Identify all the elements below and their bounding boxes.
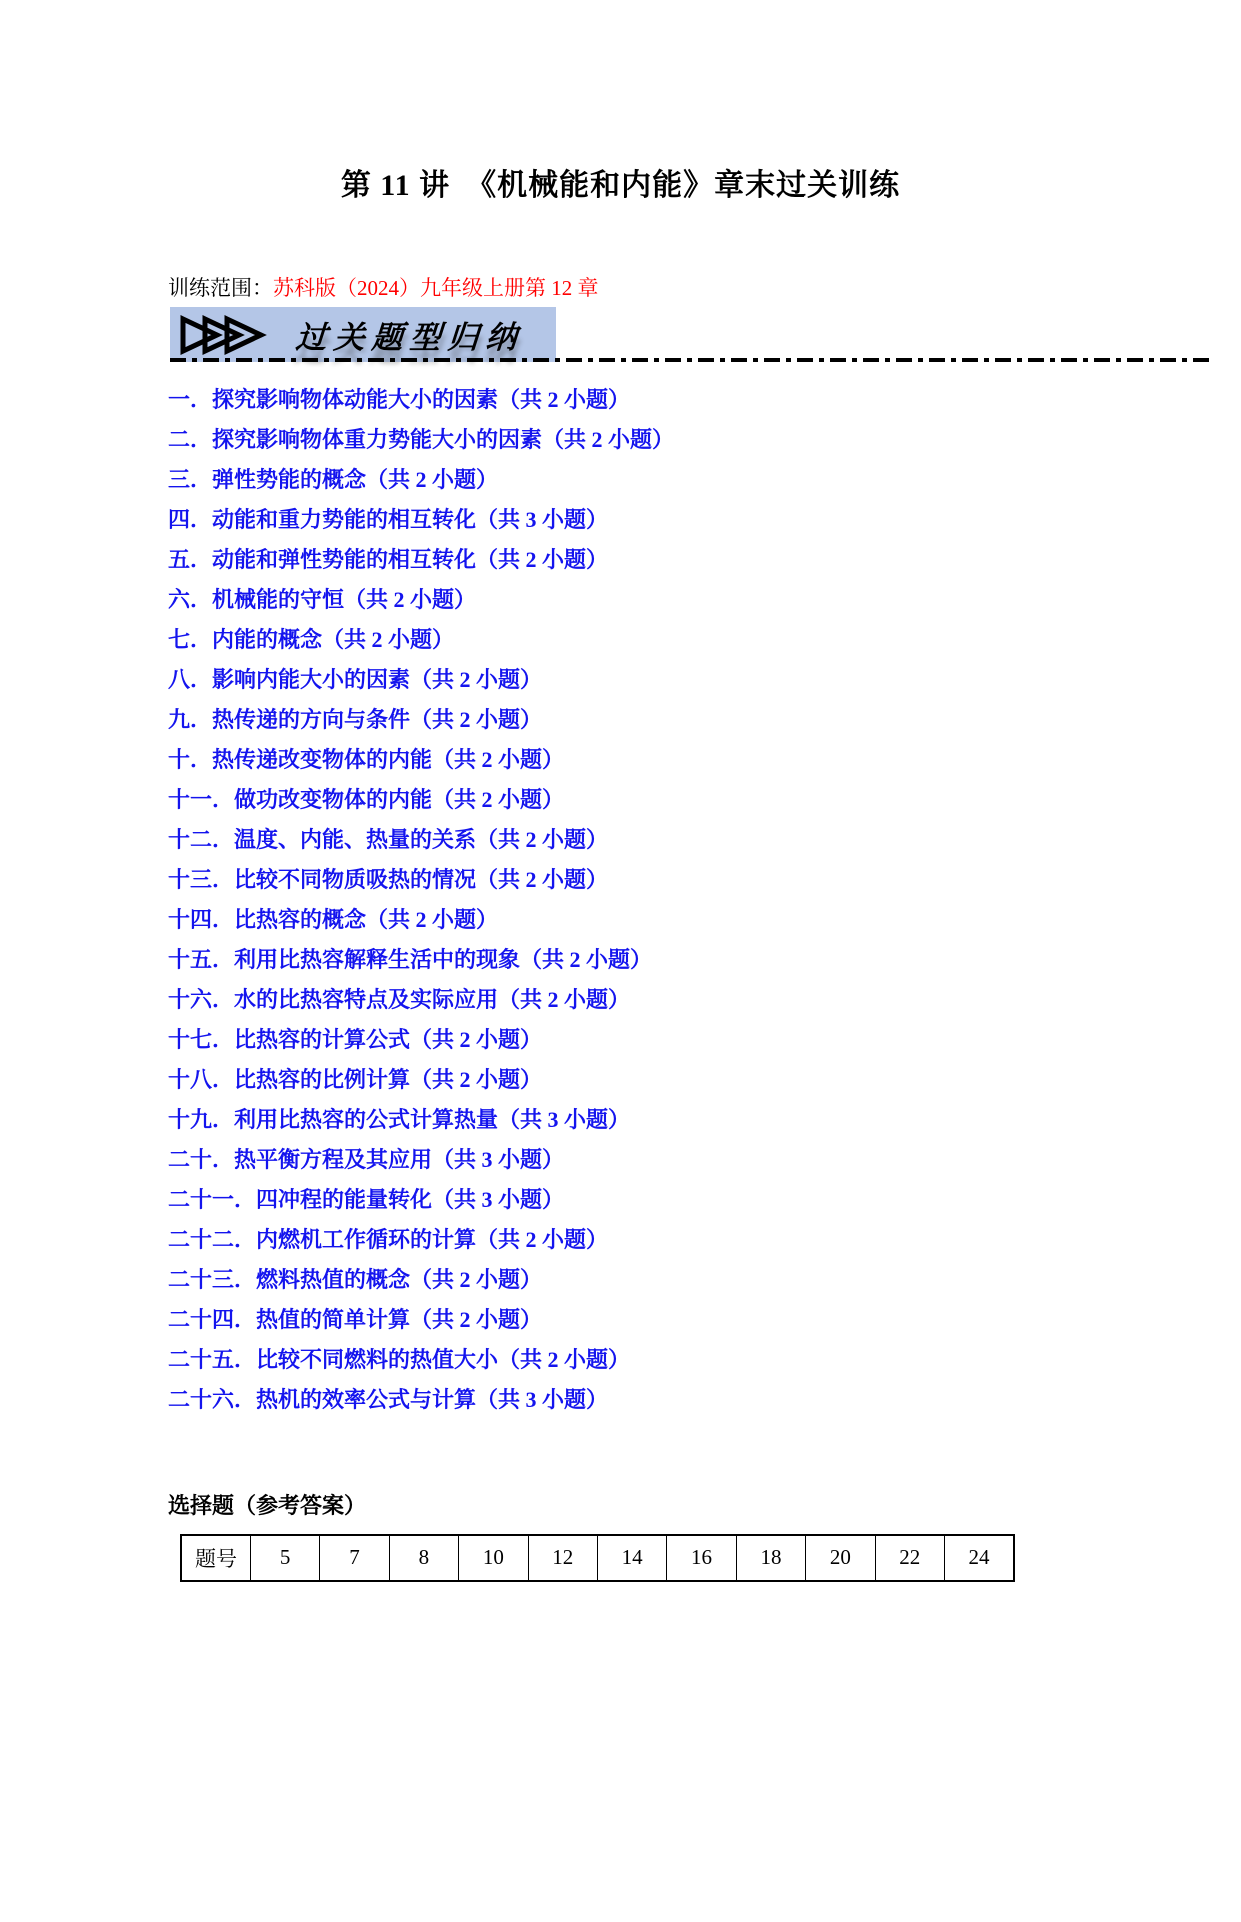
- topic-item: 一．探究影响物体动能大小的因素（共 2 小题）: [168, 387, 631, 413]
- topic-item: 八．影响内能大小的因素（共 2 小题）: [168, 667, 543, 693]
- topic-item: 十五．利用比热容解释生活中的现象（共 2 小题）: [168, 947, 653, 973]
- topic-item: 十三．比较不同物质吸热的情况（共 2 小题）: [168, 867, 609, 893]
- question-number-label-cell: 题号: [181, 1535, 250, 1581]
- topic-item: 二十．热平衡方程及其应用（共 3 小题）: [168, 1147, 565, 1173]
- topic-item: 十八．比热容的比例计算（共 2 小题）: [168, 1067, 543, 1093]
- topic-item: 三．弹性势能的概念（共 2 小题）: [168, 467, 499, 493]
- question-number-cell: 10: [459, 1535, 528, 1581]
- topic-item: 十二．温度、内能、热量的关系（共 2 小题）: [168, 827, 609, 853]
- section-banner: [170, 307, 556, 362]
- question-number-cell: 8: [389, 1535, 458, 1581]
- topic-item: 二．探究影响物体重力势能大小的因素（共 2 小题）: [168, 427, 675, 453]
- question-number-cell: 5: [250, 1535, 319, 1581]
- topic-item: 十四．比热容的概念（共 2 小题）: [168, 907, 499, 933]
- dash-dot-divider: [170, 358, 1215, 362]
- answers-heading: 选择题（参考答案）: [168, 1493, 367, 1519]
- topic-item: 十一．做功改变物体的内能（共 2 小题）: [168, 787, 565, 813]
- scope-label: 训练范围：: [168, 276, 273, 300]
- question-number-cell: 14: [597, 1535, 666, 1581]
- question-number-cell: 7: [320, 1535, 389, 1581]
- document-page: [0, 168, 1241, 1922]
- topic-item: 七．内能的概念（共 2 小题）: [168, 627, 455, 653]
- question-number-cell: 20: [806, 1535, 875, 1581]
- question-number-cell: 22: [875, 1535, 944, 1581]
- topic-item: 十六．水的比热容特点及实际应用（共 2 小题）: [168, 987, 631, 1013]
- topic-item: 二十四．热值的简单计算（共 2 小题）: [168, 1307, 543, 1333]
- topic-item: 二十二．内燃机工作循环的计算（共 2 小题）: [168, 1227, 609, 1253]
- section-banner-row: [170, 307, 1215, 364]
- question-number-cell: 16: [667, 1535, 736, 1581]
- topic-item: 九．热传递的方向与条件（共 2 小题）: [168, 707, 543, 733]
- question-number-cell: 18: [736, 1535, 805, 1581]
- answers-table-header-row: [181, 1535, 1014, 1581]
- topic-item: 五．动能和弹性势能的相互转化（共 2 小题）: [168, 547, 609, 573]
- topic-list: [168, 380, 1241, 1420]
- triple-right-arrows-icon: [180, 315, 282, 355]
- scope-value: 苏科版（2024）九年级上册第 12 章: [273, 276, 599, 300]
- question-number-cell: 24: [944, 1535, 1014, 1581]
- topic-item: 二十六．热机的效率公式与计算（共 3 小题）: [168, 1387, 609, 1413]
- topic-item: 二十三．燃料热值的概念（共 2 小题）: [168, 1267, 543, 1293]
- topic-item: 二十一．四冲程的能量转化（共 3 小题）: [168, 1187, 565, 1213]
- banner-title: 过关题型归纳: [294, 320, 526, 356]
- topic-item: 二十五．比较不同燃料的热值大小（共 2 小题）: [168, 1347, 631, 1373]
- answers-table: [180, 1534, 1015, 1582]
- page-title: 第 11 讲 《机械能和内能》章末过关训练: [340, 169, 901, 202]
- topic-item: 十九．利用比热容的公式计算热量（共 3 小题）: [168, 1107, 631, 1133]
- training-scope-line: [168, 274, 1241, 303]
- question-number-cell: 12: [528, 1535, 597, 1581]
- topic-item: 六．机械能的守恒（共 2 小题）: [168, 587, 477, 613]
- topic-item: 十．热传递改变物体的内能（共 2 小题）: [168, 747, 565, 773]
- topic-item: 四．动能和重力势能的相互转化（共 3 小题）: [168, 507, 609, 533]
- topic-item: 十七．比热容的计算公式（共 2 小题）: [168, 1027, 543, 1053]
